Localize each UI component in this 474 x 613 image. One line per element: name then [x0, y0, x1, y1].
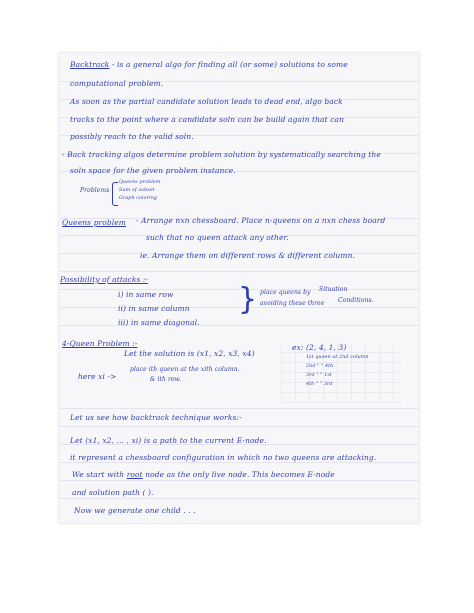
ruled-line: [59, 408, 419, 409]
technique-line-1: Let us see how backtrack technique works:-: [70, 413, 242, 422]
example-row-2: 2nd " " 4th: [306, 364, 334, 369]
four-queen-here: here xi ->: [78, 372, 117, 381]
example-tuple: ex: (2, 4, 1, 3): [292, 343, 347, 352]
problems-label: Problems: [80, 187, 110, 194]
technique-line-6: Now we generate one child . . .: [74, 506, 196, 515]
ruled-line: [59, 462, 419, 463]
line-intro-2: computational problem.: [70, 79, 164, 88]
queens-line-1: - Arrange nxn chessboard. Place n-queens on a nxn chess board: [136, 216, 386, 225]
example-row-3: 3rd " " 1st: [306, 373, 332, 378]
attack-item-2: ii) in same column: [118, 304, 190, 313]
technique-line-4b: node as the only live node. This becomes E-node: [145, 470, 335, 479]
attack-note-4: Conditions.: [338, 297, 374, 304]
ruled-line: [59, 271, 419, 272]
four-queen-line-3: & ith row.: [150, 376, 182, 383]
root-term: root: [126, 470, 143, 479]
attack-note-2: avoiding these three: [260, 300, 325, 307]
problems-bracket: [112, 182, 118, 206]
technique-line-4a: We start with: [72, 470, 125, 479]
attacks-title: Possibility of attacks :-: [60, 275, 149, 284]
attack-item-1: i) in same row: [118, 290, 174, 299]
line-intro-3: As soon as the partial candidate solution leads to dead end, algo back: [70, 97, 343, 106]
queens-line-2: such that no queen attack any other.: [146, 233, 289, 242]
line-intro-6: - Back tracking algos determine problem solution by systematically searching the: [62, 150, 381, 159]
queens-problem-title: Queens problem: [62, 218, 126, 227]
problem-item-3: Graph coloring: [119, 196, 158, 201]
line-intro-4: tracks to the point where a candidate soln can be build again that can: [70, 115, 345, 124]
line-intro-5: possibly reach to the valid soln.: [70, 132, 194, 141]
intro-1-rest: - is a general algo for finding all (or some) solutions to some: [109, 60, 348, 69]
technique-line-5: and solution path ( ).: [72, 488, 154, 497]
attacks-brace: }: [238, 282, 258, 317]
ruled-line: [59, 480, 419, 481]
technique-line-4: [72, 470, 335, 479]
line-intro-7: soln space for the given problem instance.: [70, 166, 236, 175]
ruled-line: [59, 498, 419, 499]
four-queen-line-1: Let the solution is (x1, x2, x3, x4): [124, 349, 255, 358]
backtrack-term: Backtrack: [70, 60, 110, 69]
ruled-line: [59, 426, 419, 427]
example-row-1: 1st queen at 2nd column: [306, 355, 369, 360]
attack-note-3: Situation: [319, 286, 348, 293]
queens-line-3: ie. Arrange them on different rows & different column.: [140, 251, 355, 260]
four-queen-line-2: place ith queen at the xith column.: [130, 366, 240, 373]
attack-item-3: iii) in same diagonal.: [118, 318, 200, 327]
example-row-4: 4th " " 3rd: [306, 382, 333, 387]
line-intro-1: [70, 60, 348, 69]
ruled-line: [59, 325, 419, 326]
faint-grid-sketch: [281, 343, 401, 403]
technique-line-3: it represent a chessboard configuration in which no two queens are attacking.: [70, 453, 377, 462]
problem-item-1: Queens problem: [119, 180, 161, 185]
attack-note-1: place queens by: [260, 289, 311, 296]
problem-item-2: Sum of subset: [119, 188, 155, 193]
four-queen-title: 4-Queen Problem :-: [62, 339, 138, 348]
technique-line-2: Let (x1, x2, ... , xi) is a path to the current E-node.: [70, 436, 267, 445]
